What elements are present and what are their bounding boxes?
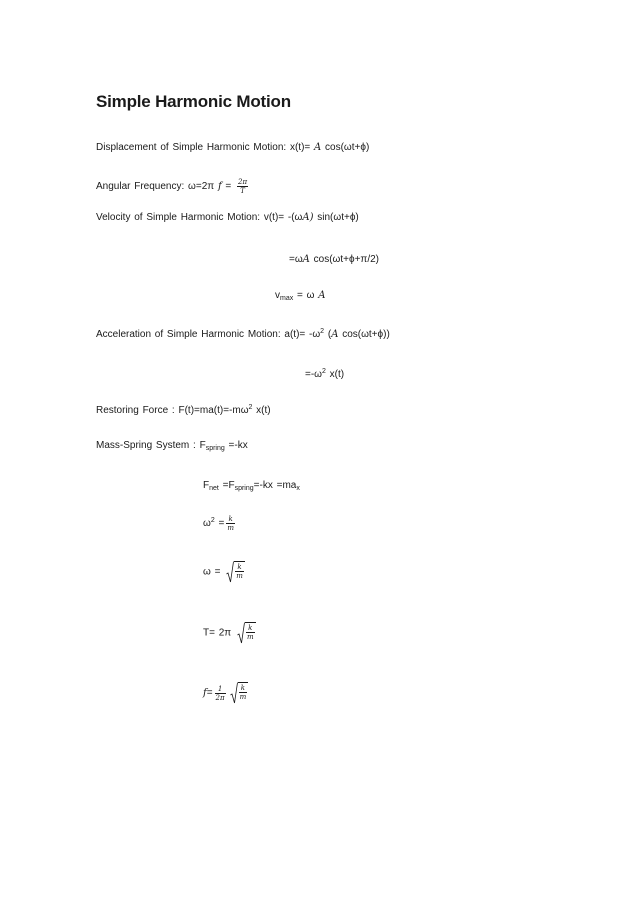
fnet-subscript-x: x [296,485,300,492]
radical-sign-icon [230,682,238,704]
page-title: Simple Harmonic Motion [96,92,291,111]
displacement-equation [96,142,369,154]
acceleration-mid: ( [324,329,332,340]
omega-squared-equation [203,515,237,532]
fraction-denominator: m [246,633,254,641]
vmax-subscript: max [280,295,294,302]
restoring-rest: x(t) [252,405,271,416]
velocity2-rest: cos(ωt+ϕ+π/2) [309,254,379,265]
acceleration-equation-continued [305,366,344,381]
angular-fraction [237,178,248,195]
radical-sign-icon [226,561,234,583]
fnet-f: F [203,480,210,491]
accel2-superscript: 2 [321,368,326,375]
fnet-mid2: =-kx =ma [253,480,297,491]
velocity-label: Velocity of Simple Harmonic Motion: v(t)= -(ω [96,212,303,223]
fraction-denominator: m [227,524,234,532]
vmax-equation [275,290,325,305]
massspring-label: Mass-Spring System : F [96,440,206,451]
angular-label: Angular Frequency: ω=2π [96,181,218,193]
massspring-subscript: spring [205,445,225,452]
restoring-superscript: 2 [248,404,253,411]
freq-eq: = [206,687,213,699]
amplitude-symbol: A [314,142,322,153]
amplitude-symbol: A [318,290,326,301]
accel2-pre: =-ω [305,369,322,380]
fraction-numerator: k [240,684,246,692]
acceleration-equation [96,326,390,341]
restoring-label: Restoring Force : F(t)=ma(t)=-mω [96,405,249,416]
amplitude-symbol: A [302,254,310,265]
fraction-numerator: 2π [238,178,248,186]
net-force-equation [203,480,300,495]
frequency-symbol: f [203,687,207,699]
acceleration-rest: cos(ωt+ϕ)) [338,329,390,340]
square-root [226,561,245,583]
fraction-numerator: k [228,515,233,523]
acceleration-label: Acceleration of Simple Harmonic Motion: a(t)= -ω [96,329,321,340]
radical-sign-icon [237,622,245,644]
omega2-pre: ω [203,518,211,530]
frequency-symbol: f [217,181,222,193]
fraction-numerator: k [237,563,242,571]
freq-coefficient-fraction [215,685,226,702]
amplitude-symbol: A) [302,212,314,223]
frequency-equation [203,682,248,704]
vmax-v: v [275,290,280,301]
vmax-rest: = ω [293,290,319,301]
velocity2-pre: =ω [289,254,303,265]
omega-pre: ω = [203,566,225,578]
omega2-fraction [226,515,235,532]
freq-root-fraction [239,684,248,701]
omega2-eq: = [214,518,225,530]
massspring-rest: =-kx [224,440,248,451]
fnet-subscript-spring: spring [234,485,254,492]
omega-equation [203,561,245,583]
velocity-equation-continued [289,254,379,266]
fraction-denominator: m [236,572,243,580]
displacement-rest: cos(ωt+ϕ) [321,142,370,153]
period-fraction [246,624,255,641]
square-root [237,622,256,644]
fraction-denominator: 2π [215,693,225,702]
fraction-denominator: T [240,187,245,195]
restoring-force-equation [96,402,271,417]
amplitude-symbol: A [331,329,339,340]
fraction-numerator: k [248,624,253,632]
acceleration-superscript: 2 [320,328,325,335]
velocity-rest: sin(ωt+ϕ) [313,212,359,223]
angular-eq: = [221,181,236,193]
displacement-label: Displacement of Simple Harmonic Motion: x(t)= [96,142,315,153]
fnet-mid1: =F [218,480,235,491]
fraction-numerator: 1 [217,684,223,693]
accel2-rest: x(t) [325,369,345,380]
angular-frequency-equation [96,178,250,195]
mass-spring-equation [96,440,248,455]
period-equation [203,622,256,644]
velocity-equation [96,212,359,224]
fnet-subscript-net: net [209,485,219,492]
period-pre: T= 2π [203,627,235,639]
omega2-superscript: 2 [210,517,215,525]
square-root [230,682,249,704]
fraction-denominator: m [239,693,247,701]
omega-fraction [235,563,244,580]
